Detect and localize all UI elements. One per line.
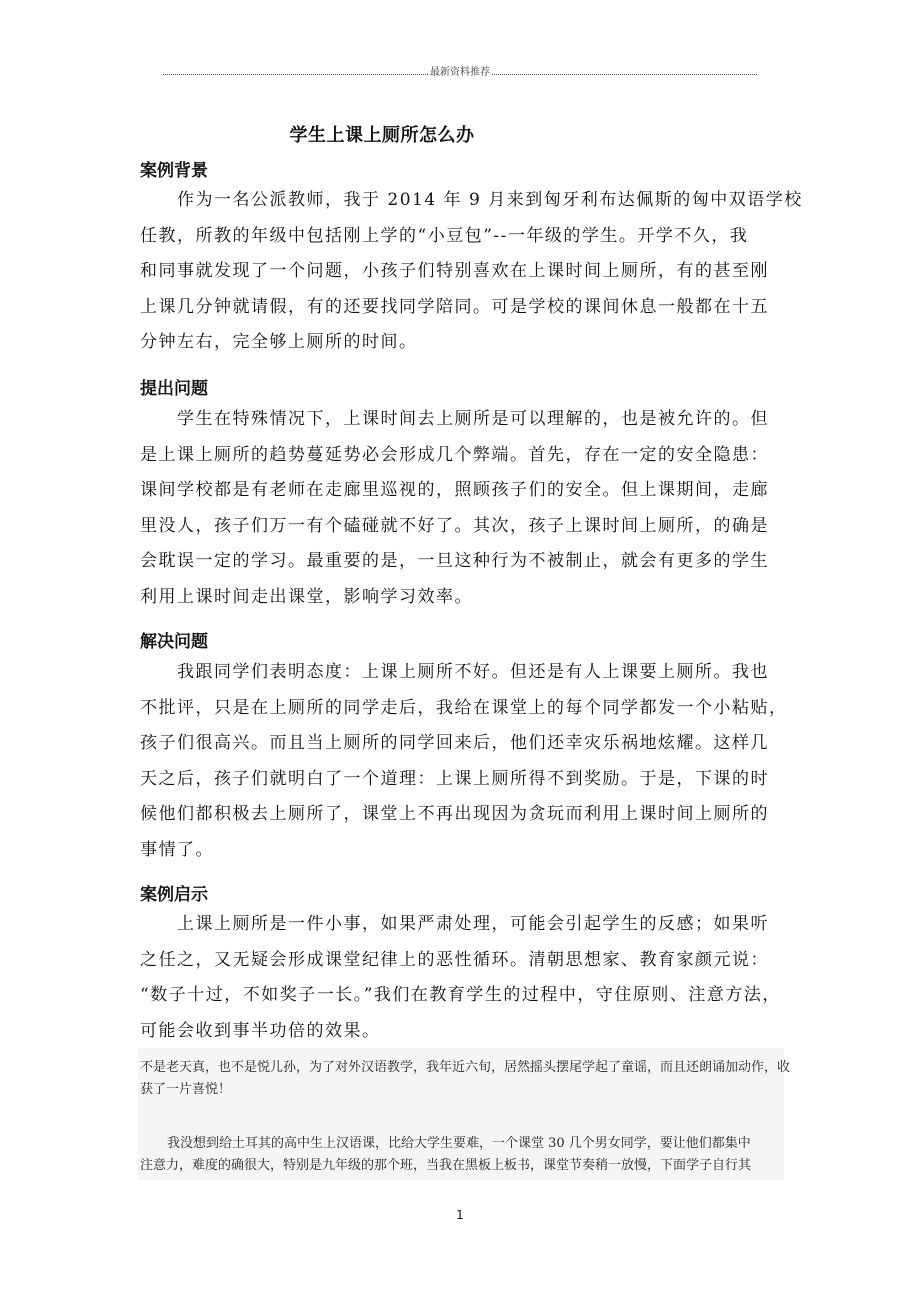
section-heading-solution: 解决问题 [140,632,208,652]
appended-paragraph [140,1057,791,1101]
section-body-problem [140,402,785,615]
text-line: 作为一名公派教师，我于 2014 年 9 月来到匈牙利布达佩斯的匈中双语学校 [177,190,803,210]
text-line: 是上课上厕所的趋势蔓延势必会形成几个弊端。首先，存在一定的安全隐患： [140,444,769,465]
text-line: 事情了。 [140,839,214,860]
section-body-solution [140,655,788,868]
text-line: 孩子们很高兴。而且当上厕所的同学回来后，他们还幸灾乐祸地炫耀。这样几 [140,733,769,753]
section-body-insight [140,907,785,1049]
appended-text-block [138,1048,791,1180]
text-line: 学生在特殊情况下，上课时间去上厕所是可以理解的，也是被允许的。但 [177,409,769,429]
text-line: 利用上课时间走出课堂，影响学习效率。 [140,586,473,607]
text-line: 注意力，难度的确很大，特别是九年级的那个班，当我在黑板上板书，课堂节奏稍一放慢，下面学子自行其 [140,1158,752,1173]
section-heading-insight: 案例启示 [140,885,208,905]
text-line: 任教，所教的年级中包括刚上学的“小豆包”--一年级的学生。开学不久，我 [140,225,749,246]
appended-paragraph [140,1133,780,1177]
text-line: 不批评，只是在上厕所的同学走后，我给在课堂上的每个同学都发一个小粘贴， [140,697,788,718]
text-line: 可能会收到事半功倍的效果。 [140,1020,381,1041]
text-line: 上课上厕所是一件小事，如果严肃处理，可能会引起学生的反感；如果听 [177,914,769,934]
text-line: 上课几分钟就请假，有的还要找同学陪同。可是学校的课间休息一般都在十五 [140,296,769,317]
section-body-background [140,183,803,361]
header-label: 最新资料推荐 [430,67,490,78]
text-line: 我跟同学们表明态度：上课上厕所不好。但还是有人上课要上厕所。我也 [177,662,769,682]
section-heading-background: 案例背景 [140,161,208,181]
document-title: 学生上课上厕所怎么办 [289,125,475,146]
text-line: 候他们都积极去上厕所了，课堂上不再出现因为贪玩而利用上课时间上厕所的 [140,804,769,824]
text-line: 我没想到给土耳其的高中生上汉语课，比给大学生要难，一个课堂 30 几个男女同学，要让他们都集中 [167,1136,751,1151]
text-line: 会耽误一定的学习。最重要的是，一旦这种行为不被制止，就会有更多的学生 [140,551,769,571]
page-number: 1 [456,1208,464,1222]
text-line: 和同事就发现了一个问题，小孩子们特别喜欢在上课时间上厕所，有的甚至刚 [140,261,769,281]
section-heading-problem: 提出问题 [140,379,208,399]
text-line: 课间学校都是有老师在走廊里巡视的，照顾孩子们的安全。但上课期间，走廊 [140,480,769,500]
text-line: 获了一片喜悦！ [140,1082,232,1097]
text-line: “数子十过，不如奖子一长。”我们在教育学生的过程中，守住原则、注意方法， [140,985,781,1005]
page-header [163,64,757,82]
text-line: 里没人，孩子们万一有个磕碰就不好了。其次，孩子上课时间上厕所，的确是 [140,515,769,536]
text-line: 天之后，孩子们就明白了一个道理：上课上厕所得不到奖励。于是，下课的时 [140,768,769,789]
text-line: 之任之，又无疑会形成课堂纪律上的恶性循环。清朝思想家、教育家颜元说： [140,949,769,970]
text-line: 分钟左右，完全够上厕所的时间。 [140,332,418,352]
text-line: 不是老天真，也不是悦儿孙，为了对外汉语教学，我年近六旬，居然摇头摆尾学起了童谣，而且还朗诵加动作，收 [140,1060,791,1075]
header-dots-left [163,74,428,75]
header-dots-right [492,74,757,75]
